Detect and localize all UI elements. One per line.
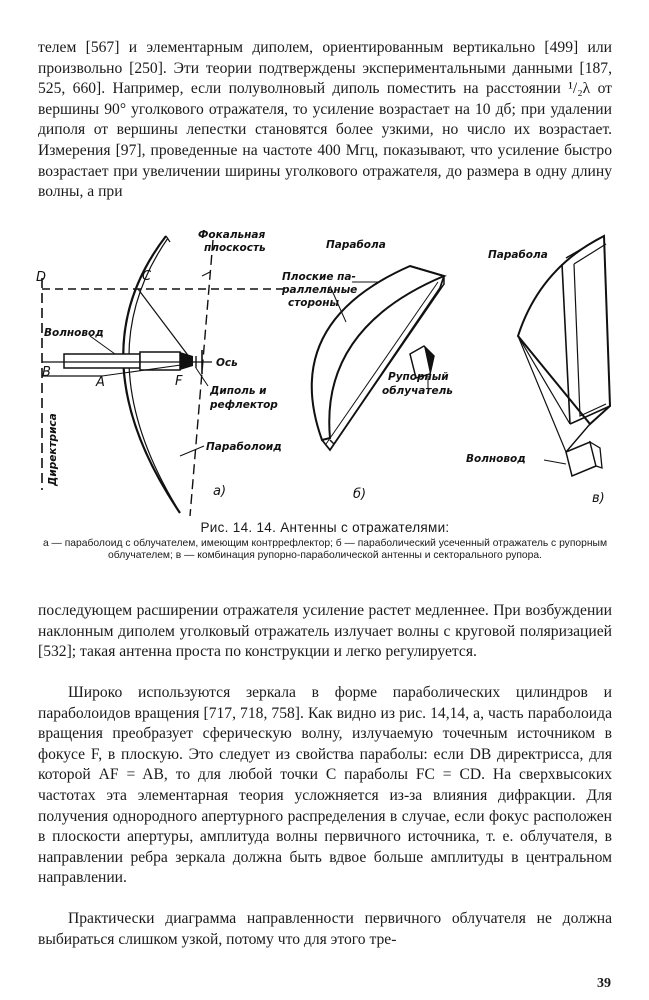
label-F: F — [175, 374, 183, 389]
label-focal-plane-2: плоскость — [204, 242, 266, 254]
label-dipole-2: рефлектор — [210, 399, 278, 411]
label-B: B — [42, 365, 51, 380]
label-sub-b: б) — [353, 487, 367, 502]
label-focal-plane-1: Фокальная — [198, 229, 266, 241]
label-parabola-b: Парабола — [326, 239, 386, 251]
line-cf — [138, 289, 190, 358]
paragraph-2: последующем расширении отражателя усиление растет медленнее. При возбуждении наклонным диполем уголковый отражатель излучает волны с круговой поляризацией [532]; такая антенна проста по конструкции и легко регулируется. — [38, 602, 612, 661]
label-flat-sides-3: стороны — [288, 297, 340, 309]
label-A: A — [96, 375, 105, 390]
paraboloid-outer — [123, 236, 180, 513]
label-dipole-1: Диполь и — [210, 385, 267, 397]
label-D: D — [36, 270, 47, 285]
label-flat-sides-1: Плоские па- — [282, 271, 356, 283]
antenna-diagrams — [30, 228, 620, 518]
diagram-a — [36, 229, 285, 516]
label-directrix: Директриса — [47, 413, 59, 486]
label-waveguide-a: Волновод — [44, 327, 104, 339]
dipole-feed — [180, 352, 193, 370]
label-horn-feed-1: Рупорный — [388, 371, 449, 383]
label-sub-a: а) — [213, 484, 227, 499]
label-C: C — [142, 269, 152, 284]
reflector-c-outer — [518, 236, 610, 424]
waveguide-a — [64, 354, 140, 368]
paragraph-3: Широко используются зеркала в форме параболических цилиндров и параболоидов вращения [717, 718, 758]. Как видно из рис. 14,14, а, часть параболоида вращения преобразует сферическую волну, излучаемую точечным источником в фокусе F, в плоскую. Это следует из свойства параболы: если DB директрисса, для которой AF = AB, то для любой точки C параболы FC = CD. На сверхвысоких частотах эта элементарная теория усложняется из-за влияния дифракции. Для получения однородного апертурного распределения в случае, если фокус расположен в плоскости апертуры, амплитуда волны первичного источника, т. е. облучателя, в направлении ребра зеркала должна быть вдвое больше амплитуды в центральном направлении. — [38, 684, 612, 887]
label-flat-sides-2: раллельные — [282, 284, 358, 296]
label-waveguide-c: Волновод — [466, 453, 526, 465]
figure-caption-title: Рис. 14. 14. Антенны с отражателями: — [200, 520, 450, 535]
label-axis: Ось — [216, 357, 238, 369]
focal-plane-line — [190, 240, 213, 516]
paragraph-4: Практически диаграмма направленности первичного облучателя не должна выбираться слишком узкой, потому что для этого тре- — [38, 910, 612, 948]
paragraph-1: телем [567] и элементарным диполем, ориентированным вертикально [499] или произвольно [250]. Эти теории подтверждены экспериментальными данными [187, 525, 660]. Например, если полуволновый диполь поместить на расстоянии ¹/₂λ от вершины 90° уголкового отражателя, то усиление возрастает на 10 дб; при удалении диполя от вершины лепестки становятся более узкими, но число их возрастает. Измерения [97], проведенные на частоте 400 Мгц, показывают, что усиление быстро возрастает при увеличении ширины уголкового отражателя, до размера в одну длину волны, а при — [38, 39, 612, 201]
label-sub-c: в) — [592, 491, 605, 506]
page-number: 39 — [597, 976, 611, 991]
diagram-b — [281, 239, 453, 502]
label-parabola-c: Парабола — [488, 249, 548, 261]
diagram-c — [466, 236, 610, 506]
label-paraboloid: Параболоид — [206, 441, 282, 453]
label-horn-feed-2: облучатель — [382, 385, 453, 397]
figure-14-14 — [30, 228, 620, 518]
figure-caption-body: а — параболоид с облучателем, имеющим контррефлектор; б — параболический усеченный отражатель с рупорным облучателем; в — комбинация рупорно-параболической антенны и секторального рупора. — [42, 538, 608, 562]
